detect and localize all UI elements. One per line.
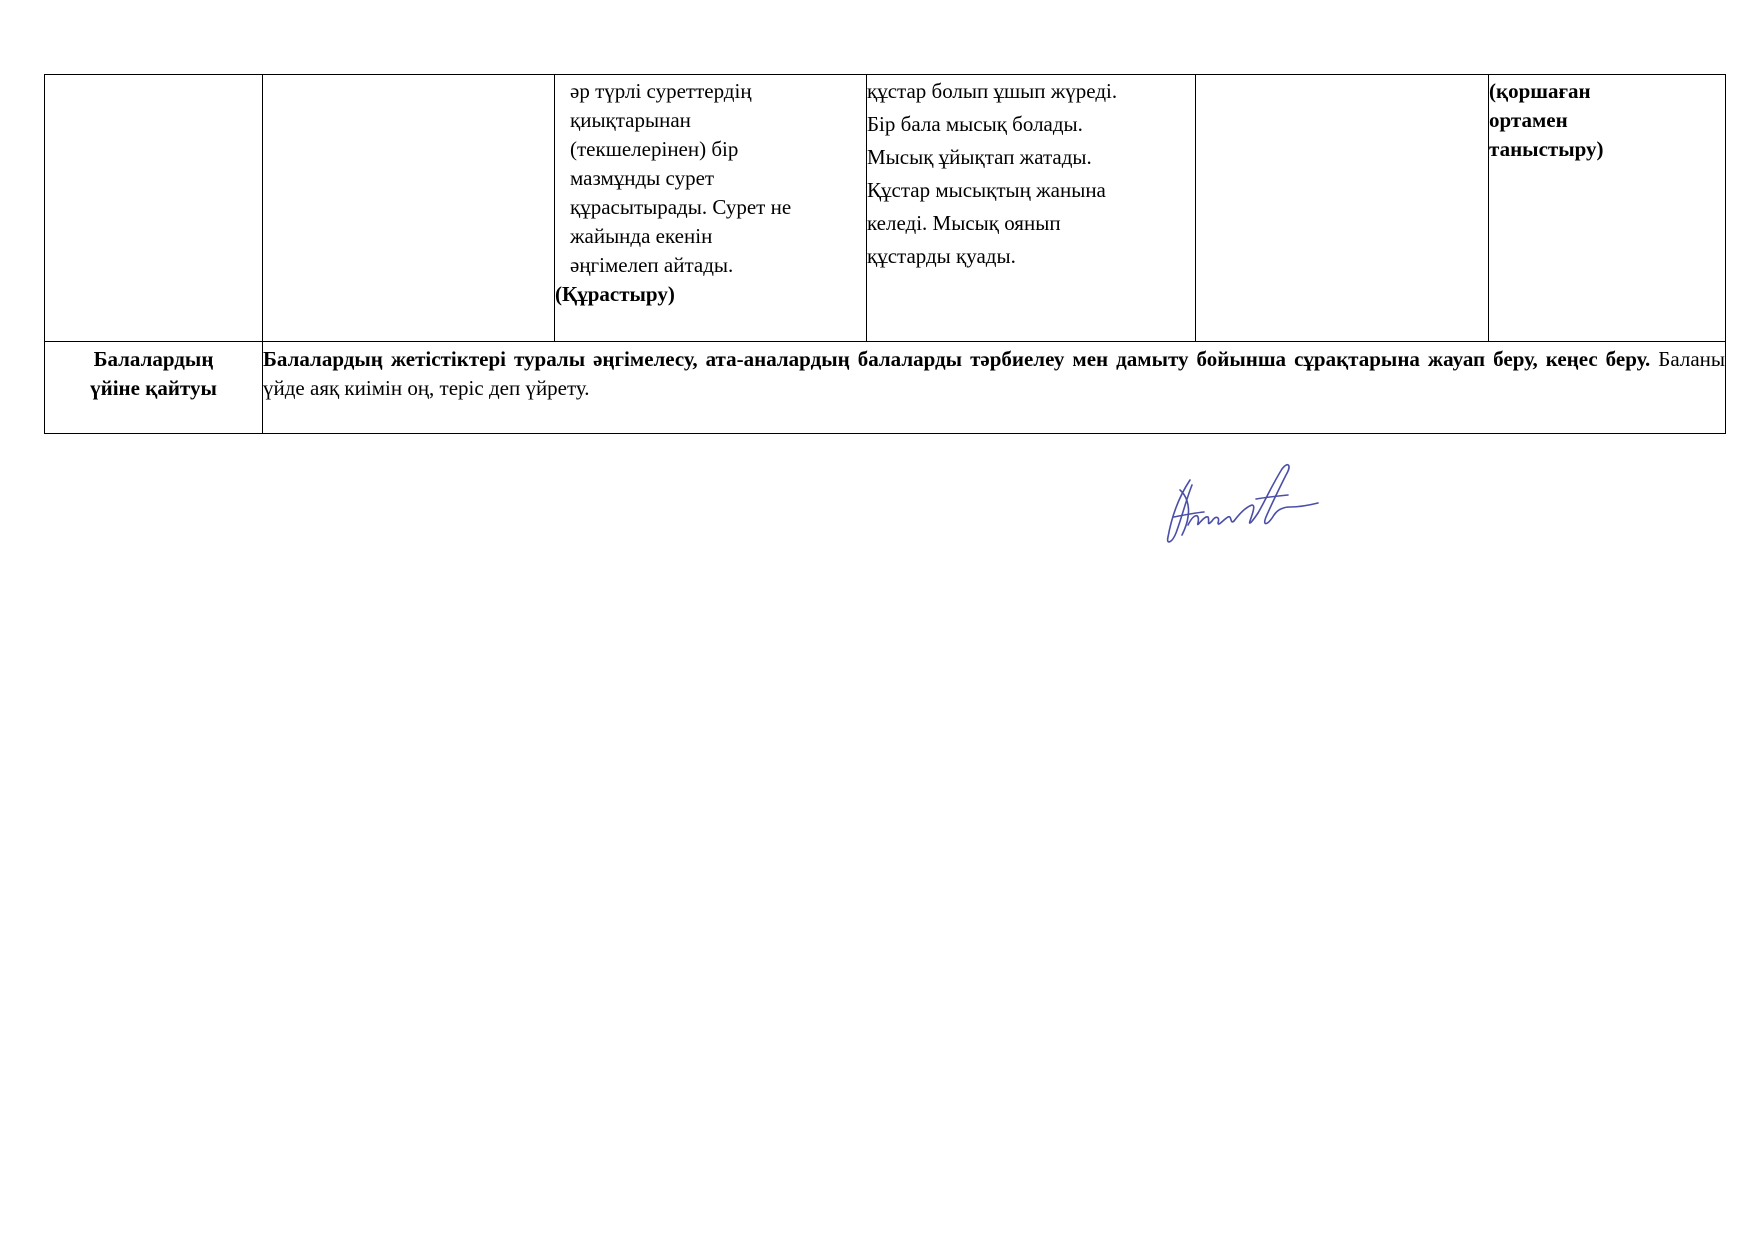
table-row	[45, 75, 1726, 342]
text-line: (текшелерінен) бір	[570, 137, 739, 161]
plan-table	[44, 74, 1726, 434]
row-content-cell	[263, 342, 1726, 434]
text-line: Бір бала мысық болады.	[867, 112, 1083, 136]
game-description-cell	[867, 75, 1196, 342]
table-cell-empty	[45, 75, 263, 342]
table-row	[45, 342, 1726, 434]
row-label-cell	[45, 342, 263, 434]
text-line: құрасытырады. Сурет не	[570, 195, 792, 219]
text-line: құстарды қуады.	[867, 244, 1016, 268]
text-line: таныстыру)	[1489, 137, 1604, 161]
signature-strokes	[1168, 465, 1318, 542]
text-line: әңгімелеп айтады.	[570, 253, 734, 277]
signature-image	[1160, 455, 1320, 555]
activity-description-cell	[555, 75, 867, 342]
activity-subject-label: (Құрастыру)	[555, 282, 675, 306]
text-line: ортамен	[1489, 108, 1568, 132]
row-label-line: Балалардың	[93, 347, 214, 371]
text-line: жайында екенін	[570, 224, 713, 248]
plain-text: Баланы үйде аяқ киімін оң, теріс деп үйрету.	[263, 347, 1725, 400]
table-cell-empty	[1196, 75, 1489, 342]
text-line: келеді. Мысық оянып	[867, 211, 1061, 235]
bold-text: Балалардың жетістіктері туралы әңгімелесу, ата-аналардың балаларды тәрбиелеу мен дамыту бойынша сұрақтарына жауап беру, кеңес беру.	[263, 347, 1651, 371]
text-line: Құстар мысықтың жанына	[867, 178, 1106, 202]
table-cell-empty	[263, 75, 555, 342]
text-line: Мысық ұйықтап жатады.	[867, 145, 1092, 169]
text-line: әр түрлі суреттердің	[570, 79, 752, 103]
row-label-line: үйіне қайтуы	[90, 376, 217, 400]
subject-label-cell	[1489, 75, 1726, 342]
text-line: қиықтарынан	[570, 108, 691, 132]
text-line: құстар болып ұшып жүреді.	[867, 79, 1118, 103]
text-line: мазмұнды сурет	[570, 166, 715, 190]
text-line: (қоршаған	[1489, 79, 1591, 103]
